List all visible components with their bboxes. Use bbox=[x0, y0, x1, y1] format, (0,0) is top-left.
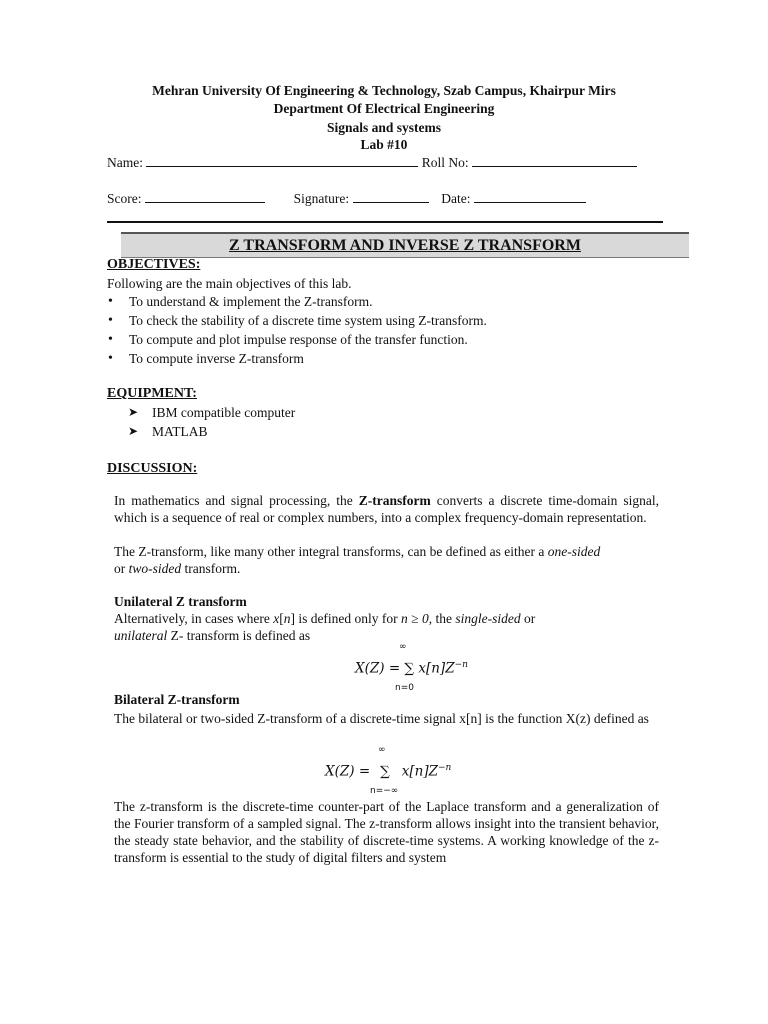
eq1-lower-limit: n=0 bbox=[395, 683, 414, 693]
score-row bbox=[107, 191, 586, 207]
discussion-paragraph-2: The Z-transform, like many other integral transforms, can be defined as either a one-sided or two-sided transform. bbox=[114, 544, 601, 576]
equipment-heading: EQUIPMENT: bbox=[107, 386, 197, 401]
arrow-bullet-icon: ➤ bbox=[128, 405, 139, 419]
eq2-upper-limit: ∞ bbox=[378, 745, 386, 755]
course-name: Signals and systems bbox=[326, 120, 442, 135]
date-label: Date: bbox=[441, 191, 471, 206]
objectives-intro: Following are the main objectives of this lab. bbox=[107, 276, 352, 291]
unilateral-line-1: Alternatively, in cases where x[n] is defined only for n ≥ 0, the single-sided or bbox=[114, 611, 536, 626]
objectives-heading: OBJECTIVES: bbox=[107, 257, 201, 272]
university-name: Mehran University Of Engineering & Technology, Szab Campus, Khairpur Mirs bbox=[152, 83, 616, 98]
list-item: • To understand & implement the Z-transform. bbox=[107, 292, 667, 311]
bilateral-paragraph: The bilateral or two-sided Z-transform of a discrete-time signal x[n] is the function X(z) defined as bbox=[114, 711, 649, 726]
name-label: Name: bbox=[107, 155, 143, 170]
discussion-paragraph-1: In mathematics and signal processing, the Z-transform converts a discrete time-domain signal, which is a sequence of real or complex numbers, into a complex frequency-domain representation. bbox=[114, 493, 659, 525]
lab-number: Lab #10 bbox=[360, 137, 408, 152]
equation-unilateral: X(Z) = ∑ $x[n]Z^{-n}$ bbox=[355, 660, 468, 677]
name-field[interactable] bbox=[146, 156, 418, 167]
roll-label: Roll No: bbox=[421, 155, 469, 170]
discussion-heading: DISCUSSION: bbox=[107, 461, 198, 476]
page-title: Z TRANSFORM AND INVERSE Z TRANSFORM bbox=[229, 237, 581, 254]
score-field[interactable] bbox=[145, 192, 265, 203]
date-field[interactable] bbox=[474, 192, 586, 203]
objectives-list bbox=[107, 292, 667, 368]
list-item: • To compute inverse Z-transform bbox=[107, 349, 667, 368]
list-item: ➤ MATLAB bbox=[128, 424, 208, 439]
arrow-bullet-icon: ➤ bbox=[128, 424, 139, 438]
signature-field[interactable] bbox=[353, 192, 429, 203]
list-item: ➤ IBM compatible computer bbox=[128, 405, 296, 420]
discussion-paragraph-3: The z-transform is the discrete-time counter-part of the Laplace transform and a generalization of the Fourier transform of a sampled signal. The z-transform allows insight into the transient behavior, the steady state behavior, and the stability of discrete-time systems. A working knowledge of the z-transform is essential to the study of digital filters and system bbox=[114, 799, 659, 865]
roll-field[interactable] bbox=[472, 156, 637, 167]
header-divider bbox=[107, 221, 663, 223]
list-item: • To compute and plot impulse response of the transfer function. bbox=[107, 330, 667, 349]
list-item: • To check the stability of a discrete time system using Z-transform. bbox=[107, 311, 667, 330]
equation-bilateral: X(Z) = ∑ $x[n]Z^{-n}$ bbox=[325, 763, 452, 780]
unilateral-heading: Unilateral Z transform bbox=[114, 594, 247, 609]
unilateral-line-2: unilateral Z- transform is defined as bbox=[114, 628, 311, 643]
department-name: Department Of Electrical Engineering bbox=[273, 101, 495, 116]
equipment-list bbox=[128, 403, 528, 441]
signature-label: Signature: bbox=[293, 191, 350, 206]
title-banner bbox=[121, 232, 689, 258]
score-label: Score: bbox=[107, 191, 142, 206]
eq1-upper-limit: ∞ bbox=[399, 642, 407, 652]
name-row bbox=[107, 155, 637, 171]
bilateral-heading: Bilateral Z-transform bbox=[114, 692, 240, 707]
eq2-lower-limit: n=−∞ bbox=[370, 786, 399, 796]
